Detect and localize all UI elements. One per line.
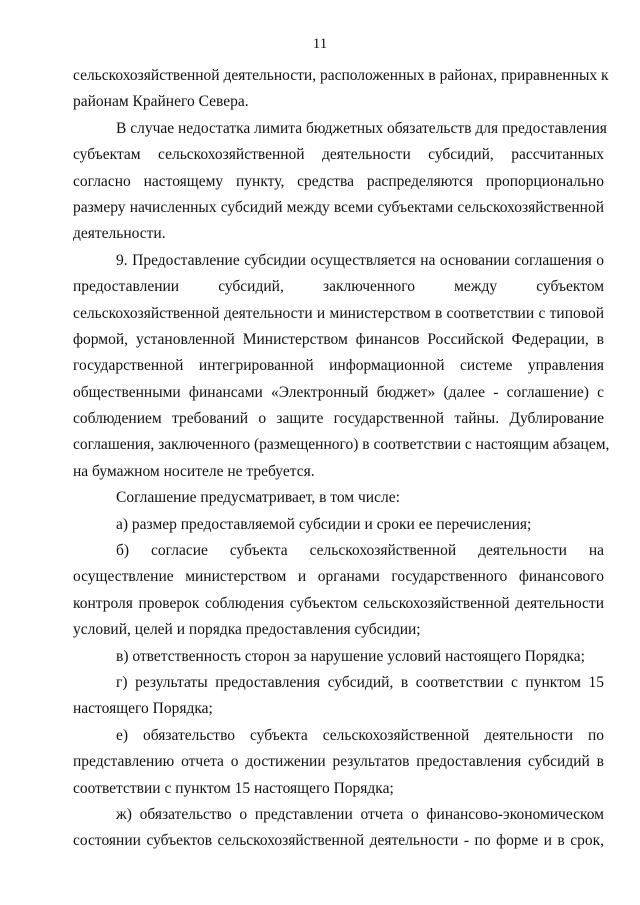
text-line: сельскохозяйственной деятельности, расположенных в районах, приравненных к [73, 67, 609, 84]
text-line: е) обязательство субъекта сельскохозяйственной деятельности по [116, 726, 604, 744]
text-line: состоянии субъектов сельскохозяйственной деятельности - по форме и в срок, [73, 832, 604, 850]
text-line: государственной интегрированной информационной системе управления [73, 357, 604, 375]
text-line: условий, целей и порядка предоставления субсидии; [73, 621, 421, 639]
text-line: настоящего Порядка; [73, 700, 213, 718]
text-line: соответствии с пунктом 15 настоящего Порядка; [73, 779, 394, 797]
text-line: Соглашение предусматривает, в том числе: [116, 489, 400, 507]
text-line: В случае недостатка лимита бюджетных обязательств для предоставления [116, 119, 607, 137]
text-line: соблюдением требований о защите государственной тайны. Дублирование [73, 410, 604, 428]
text-line: районам Крайнего Севера. [73, 93, 249, 111]
text-line: деятельности. [73, 225, 166, 243]
text-line: б) согласие субъекта сельскохозяйственной деятельности на [116, 542, 604, 560]
document-body [73, 63, 610, 855]
text-line: размеру начисленных субсидий между всеми субъектами сельскохозяйственной [73, 198, 604, 216]
text-line: г) результаты предоставления субсидий, в соответствии с пунктом 15 [116, 673, 604, 691]
text-line: в) ответственность сторон за нарушение условий настоящего Порядка; [116, 647, 585, 665]
text-line: осуществление министерством и органами государственного финансового [73, 568, 604, 586]
text-line: предоставлении субсидий, заключенного между субъектом [73, 278, 604, 296]
page-number: 11 [312, 36, 328, 52]
text-line: сельскохозяйственной деятельности и министерством в соответствии с типовой [73, 304, 604, 322]
text-line: представлению отчета о достижении результатов предоставления субсидий в [73, 753, 604, 771]
text-line: а) размер предоставляемой субсидии и сроки ее перечисления; [116, 515, 532, 533]
text-line: общественными финансами «Электронный бюджет» (далее - соглашение) с [73, 383, 604, 401]
text-line: 9. Предоставление субсидии осуществляется на основании соглашения о [116, 251, 604, 269]
text-line: субъектам сельскохозяйственной деятельности субсидий, рассчитанных [73, 146, 604, 164]
text-line: контроля проверок соблюдения субъектом сельскохозяйственной деятельности [73, 594, 604, 612]
text-line: ж) обязательство о представлении отчета о финансово-экономическом [116, 805, 604, 823]
text-line: формой, установленной Министерством финансов Российской Федерации, в [73, 330, 604, 348]
text-line: на бумажном носителе не требуется. [73, 462, 315, 480]
text-line: соглашения, заключенного (размещенного) в соответствии с настоящим абзацем, [73, 436, 610, 454]
text-line: согласно настоящему пункту, средства распределяются пропорционально [73, 172, 604, 190]
